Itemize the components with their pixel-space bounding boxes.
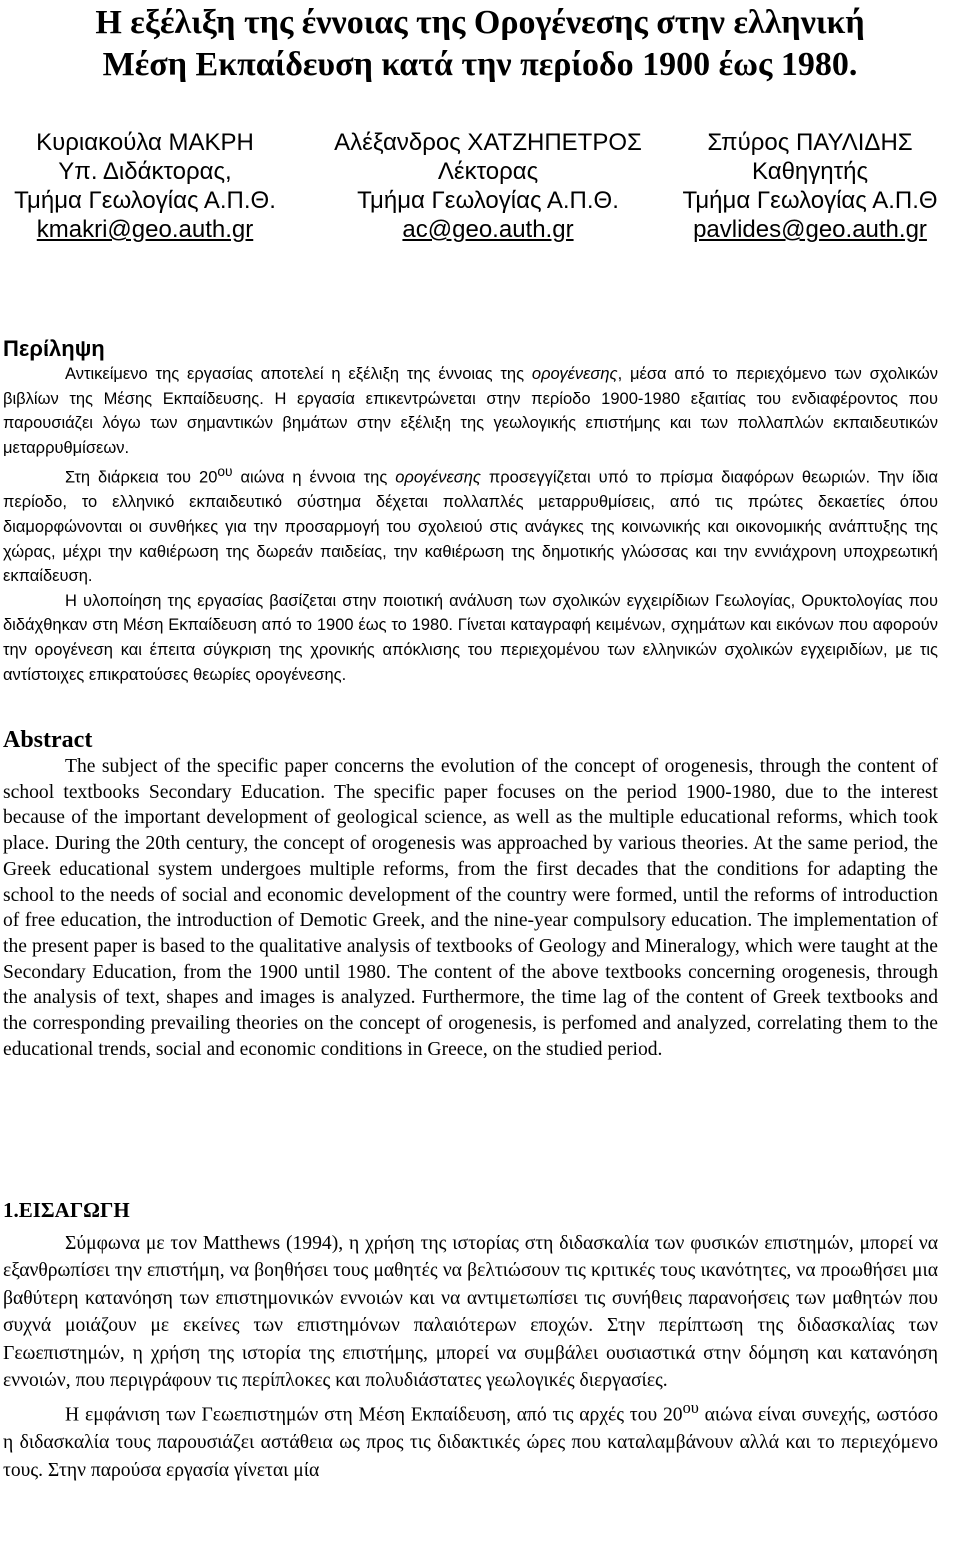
author-department: Τμήμα Γεωλογίας Α.Π.Θ. (357, 187, 619, 214)
summary-body (3, 362, 938, 687)
author-email-link[interactable]: pavlides@geo.auth.gr (693, 216, 927, 243)
superscript: ου (217, 464, 233, 480)
summary-heading: Περίληψη (3, 336, 105, 361)
summary-paragraph (3, 362, 938, 460)
text-run: Η εμφάνιση των Γεωεπιστημών στη Μέση Εκπαίδευση, από τις αρχές του 20 (65, 1404, 683, 1426)
text-run: προσεγγίζεται υπό το πρίσμα διαφόρων θεωριών. Την ίδια περίοδο, το ελληνικό εκπαιδευτικό σύστημα δέχεται πολλαπλές μεταρρυθμίσεις, από τις πρώτες δεκαετίες όπου διαμορφώνονται οι συνθήκες για την προσαρμογή του σχολειού στις ανάγκες της κοινωνικής και οικονομικής ανάπτυξης της χώρας, μέχρι την καθιέρωση της δωρεάν παιδείας, την καθιέρωση της δημοτικής γλώσσας και την εννιάχρονη υποχρεωτική εκπαίδευση. (3, 468, 939, 586)
emphasized-term: ορογένεσης (395, 468, 481, 487)
author-name: Κυριακούλα ΜΑΚΡΗ (36, 129, 254, 156)
text-run: αιώνα η έννοια της (232, 468, 396, 487)
author-role: Λέκτορας (437, 158, 539, 185)
emphasized-term: ορογένεσης (531, 365, 618, 383)
author-department: Τμήμα Γεωλογίας Α.Π.Θ (682, 187, 938, 214)
author-name: Αλέξανδρος ΧΑΤΖΗΠΕΤΡΟΣ (334, 129, 642, 156)
introduction-paragraph (3, 1394, 938, 1484)
introduction-body (3, 1230, 938, 1484)
text-run: Στη διάρκεια του 20 (65, 468, 218, 487)
author-email-link[interactable]: kmakri@geo.auth.gr (36, 216, 254, 243)
text-run: αιώνα είναι συνεχής, ωστόσο η διδασκαλία τους παρουσιάζει αστάθεια ως προς τις διδακτικές ώρες που καταλαμβάνουν αλλά και το περιεχόμενο τους. Στην παρούσα εργασία γίνεται μία (3, 1404, 938, 1481)
text-run: , μέσα από το περιεχόμενο των σχολικών βιβλίων της Μέσης Εκπαίδευσης. Η εργασία επικεντρώνεται στην περίοδο 1900-1980 εξαιτίας του ενδιαφέροντος που παρουσιάζει λόγω των σημαντικών βημάτων στην εξέλιξη της γεωλογικής επιστήμης και των πολλαπλών εκπαιδευτικών μεταρρυθμίσεων. (3, 365, 939, 457)
abstract-heading: Abstract (3, 727, 93, 753)
author-role: Καθηγητής (751, 158, 869, 185)
text-run: Αντικείμενο της εργασίας αποτελεί η εξέλιξη της έννοιας της (65, 365, 532, 383)
author-role: Υπ. Διδάκτορας, (58, 158, 232, 185)
introduction-heading: 1.ΕΙΣΑΓΩΓΗ (3, 1198, 130, 1222)
superscript: ου (682, 1398, 699, 1418)
summary-paragraph (3, 460, 938, 588)
title-line-1: Η εξέλιξη της έννοιας της Ορογένεσης στην ελληνική (95, 4, 865, 41)
title-line-2: Μέση Εκπαίδευση κατά την περίοδο 1900 έως 1980. (102, 46, 858, 83)
introduction-paragraph: Σύμφωνα με τον Matthews (1994), η χρήση της ιστορίας στη διδασκαλία των φυσικών επιστημών, μπορεί να εξανθρωπίσει την επιστήμη, να βοηθήσει τους μαθητές να βελτιώσουν τις κριτικές τους ικανότητες, να προωθήσει μια βαθύτερη κατανόηση των επιστημονικών εννοιών και να αντιμετωπίσει τις συνήθεις παρανοήσεις των μαθητών που συχνά μοιάζουν με εκείνες των επιστημόνων παλαιότερων εποχών. Στην περίπτωση της διδασκαλίας των Γεωεπιστημών, η χρήση της ιστορία της επιστήμης, μπορεί να συμβάλει ουσιαστικά στην δόμηση και κατανόηση εννοιών, που περιγράφουν τις περίπλοκες και πολυδιάστατες γεωλογικές διεργασίες. (3, 1233, 938, 1392)
author-block-pavlides (645, 128, 960, 244)
summary-paragraph: Η υλοποίηση της εργασίας βασίζεται στην ποιοτική ανάλυση των σχολικών εγχειρίδιων Γεωλογίας, Ορυκτολογίας που διδάχθηκαν στη Μέση Εκπαίδευση από το 1900 έως το 1980. Γίνεται καταγραφή κειμένων, σχημάτων και εικόνων που αφορούν την ορογένεση και έπειτα σύγκριση της χρονικής απόκλισης του περιεχομένου των ελληνικών σχολικών εγχειριδίων, με τις αντίστοιχες επικρατούσες θεωρίες ορογένεσης. (3, 591, 938, 684)
author-email-link[interactable]: ac@geo.auth.gr (402, 216, 574, 243)
abstract-body (3, 754, 938, 1062)
author-name: Σπύρος ΠΑΥΛΙΔΗΣ (707, 129, 913, 156)
abstract-paragraph: The subject of the specific paper concerns the evolution of the concept of orogenesis, through the content of school textbooks Secondary Education. The specific paper focuses on the period 1900-1980, due to the interest because of the important development of geological science, as well as the multiple educational reforms, which took place. During the 20th century, the concept of orogenesis was approached by various theories. At the same period, the Greek educational system undergoes multiple reforms, from the first decades that the conditions for adapting the school to the needs of social and economic development of the country were formed, until the reforms of introduction of free education, the introduction of Demotic Greek, and the nine-year compulsory education. The implementation of the present paper is based to the qualitative analysis of textbooks of Geology and Mineralogy, which were taught at the Secondary Education, from the 1900 until 1980. The content of the above textbooks concerning orogenesis, through the analysis of text, shapes and images is analyzed. Furthermore, the time lag of the content of Greek textbooks and the corresponding prevailing theories on the concept of orogenesis, is perfomed and analyzed, correlating them to the educational trends, social and economic conditions in Greece, on the studied period. (3, 756, 938, 1060)
paper-title (40, 2, 920, 86)
author-department: Τμήμα Γεωλογίας Α.Π.Θ. (14, 187, 276, 214)
author-block-makri (0, 128, 310, 244)
author-block-chatzipetros (323, 128, 653, 244)
